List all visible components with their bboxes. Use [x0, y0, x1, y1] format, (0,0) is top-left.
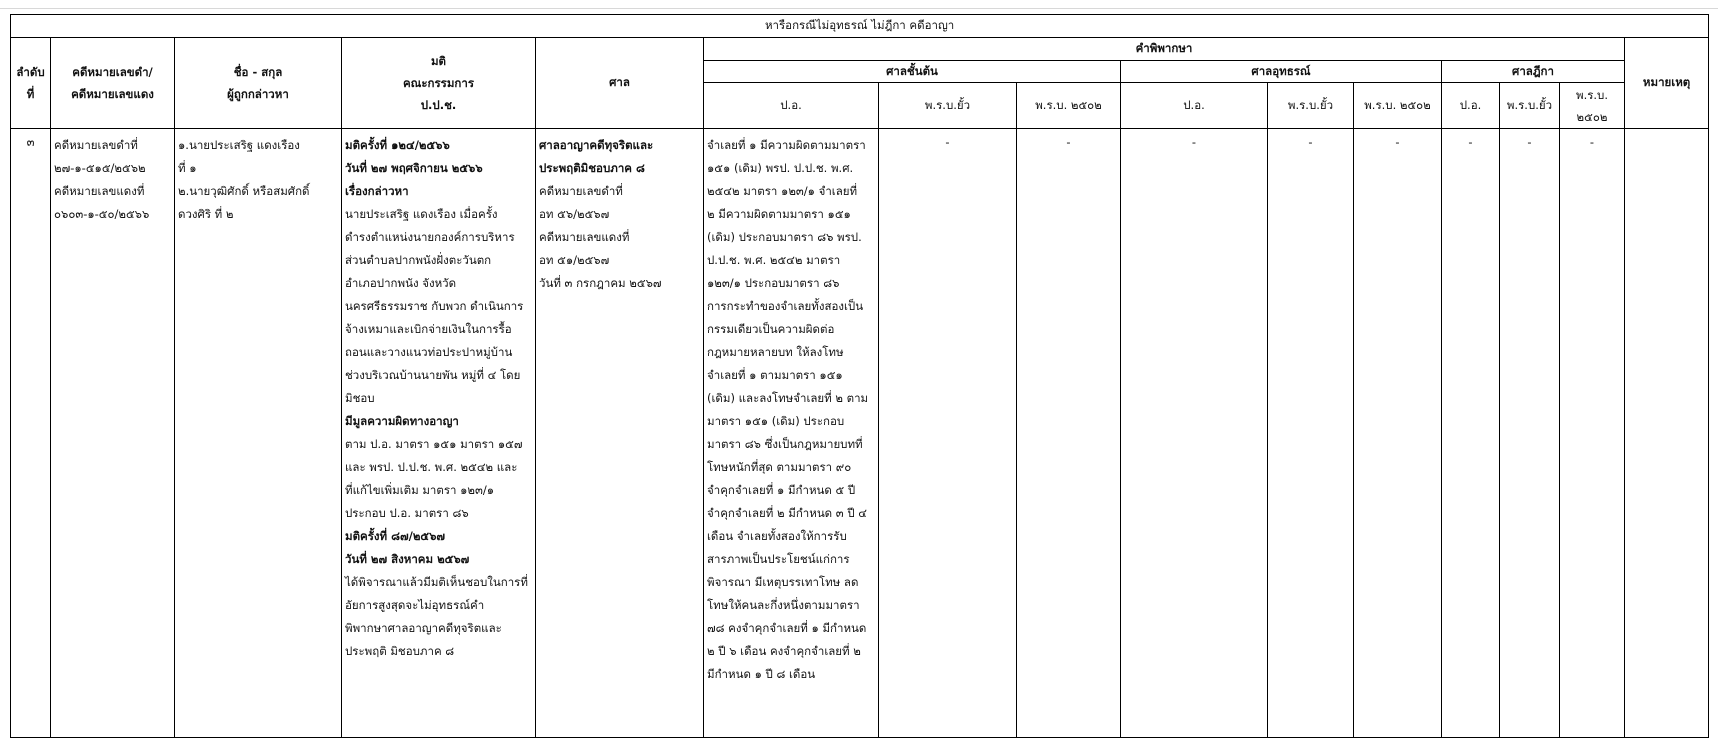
header-no-line-1: ลำดับ [16, 65, 45, 79]
judgment-line: จำเลยที่ ๑ ตามมาตรา ๑๕๑ [707, 368, 843, 382]
header-appeal-prb-yaa: พ.ร.บ.ยั้ว [1268, 83, 1354, 129]
row-appeal-pa: - [1121, 129, 1268, 738]
case-no-line: ๐๖๐๓-๑-๕๐/๒๕๖๖ [54, 207, 150, 221]
resolution-line: ตาม ป.อ. มาตรา ๑๕๑ มาตรา ๑๕๗ [345, 437, 523, 451]
resolution-line: พิพากษาศาลอาญาคดีทุจริตและ [345, 621, 502, 635]
header-case-no-line-1: คดีหมายเลขดำ/ [72, 65, 153, 79]
judgment-line: การกระทำของจำเลยทั้งสองเป็น [707, 299, 864, 313]
resolution-line: ช่วงบริเวณบ้านนายพัน หมู่ที่ ๔ โดย [345, 368, 521, 382]
header-no [11, 38, 51, 129]
judgment-line: พิจารณา มีเหตุบรรเทาโทษ ลด [707, 575, 859, 589]
judgment-line: จำเลยที่ ๑ มีความผิดตามมาตรา [707, 138, 866, 152]
judgment-line: (เดิม) และลงโทษจำเลยที่ ๒ ตาม [707, 391, 869, 405]
row-supreme-prb-2502: - [1560, 129, 1625, 738]
resolution-line: มติครั้งที่ ๘๗/๒๕๖๗ [345, 529, 446, 543]
header-name [175, 38, 342, 129]
resolution-line: ดำรงตำแหน่งนายกองค์การบริหาร [345, 230, 515, 244]
table-title: หารือกรณีไม่อุทธรณ์ ไม่ฎีกา คดีอาญา [11, 15, 1709, 38]
row-appeal-prb-2502: - [1354, 129, 1442, 738]
court-line: คดีหมายเลขดำที่ [539, 184, 623, 198]
case-no-line: ๒๗-๑-๕๑๕/๒๕๖๒ [54, 161, 146, 175]
header-case-no-line-2: คดีหมายเลขแดง [71, 87, 154, 101]
row-first-prb-yaa: - [879, 129, 1017, 738]
header-judgment: คำพิพากษา [704, 38, 1625, 61]
header-resolution-line-2: คณะกรรมการ [402, 76, 475, 90]
header-supreme-prb-2502 [1560, 83, 1625, 129]
table-row [11, 129, 1709, 738]
resolution-line: ถอนและวางแนวท่อประปาหมู่บ้าน [345, 345, 513, 359]
row-court [536, 129, 704, 738]
row-no: ๓ [11, 129, 51, 738]
header-name-line-1: ชื่อ - สกุล [233, 65, 283, 79]
resolution-line: ประพฤติ มิชอบภาค ๘ [345, 644, 455, 658]
resolution-line: จ้างเหมาและเบิกจ่ายเงินในการรื้อ [345, 322, 512, 336]
resolution-line: เรื่องกล่าวหา [345, 184, 409, 198]
judgment-line: ๒ ปี ๖ เดือน คงจำคุกจำเลยที่ ๒ [707, 644, 861, 658]
header-supreme-pa: ป.อ. [1442, 83, 1500, 129]
court-line: ประพฤติมิชอบภาค ๘ [539, 161, 645, 175]
judgment-line: ๑๒๓/๑ ประกอบมาตรา ๘๖ [707, 276, 840, 290]
header-first-prb-yaa: พ.ร.บ.ยั้ว [879, 83, 1017, 129]
header-supreme-prb-yaa: พ.ร.บ.ยั้ว [1500, 83, 1560, 129]
header-resolution [342, 38, 536, 129]
header-appeal-pa: ป.อ. [1121, 83, 1268, 129]
resolution-line: มิชอบ [345, 391, 375, 405]
judgment-line: ป.ป.ช. พ.ศ. ๒๕๔๒ มาตรา [707, 253, 841, 267]
accused-name-line: ๑.นายประเสริฐ แดงเรือง [178, 138, 300, 152]
header-supreme-prb-2502-line-2: ๒๕๐๒ [1576, 109, 1608, 124]
row-appeal-prb-yaa: - [1268, 129, 1354, 738]
judgment-line: จำคุกจำเลยที่ ๒ มีกำหนด ๓ ปี ๔ [707, 506, 867, 520]
header-supreme-prb-2502-line-1: พ.ร.บ. [1575, 87, 1609, 102]
header-resolution-line-3: ป.ป.ช. [420, 98, 457, 112]
row-judgment-first-pa [704, 129, 879, 738]
row-resolution [342, 129, 536, 738]
judgment-line: มีกำหนด ๑ ปี ๘ เดือน [707, 667, 816, 681]
header-first-pa: ป.อ. [704, 83, 879, 129]
judgment-line: จำคุกจำเลยที่ ๑ มีกำหนด ๕ ปี [707, 483, 856, 497]
header-supreme: ศาลฎีกา [1442, 61, 1625, 83]
header-case-no [51, 38, 175, 129]
case-no-line: คดีหมายเลขแดงที่ [54, 184, 145, 198]
header-remark: หมายเหตุ [1625, 38, 1709, 129]
court-line: คดีหมายเลขแดงที่ [539, 230, 630, 244]
resolution-line: ได้พิจารณาแล้วมีมติเห็นชอบในการที่ [345, 575, 528, 589]
header-resolution-line-1: มติ [430, 54, 447, 68]
row-first-prb-2502: - [1017, 129, 1121, 738]
judgment-line: มาตรา ๘๖ ซึ่งเป็นกฎหมายบทที่ [707, 437, 863, 451]
resolution-line: ส่วนตำบลปากพนังฝั่งตะวันตก [345, 253, 492, 267]
resolution-line: วันที่ ๒๗ สิงหาคม ๒๕๖๗ [345, 552, 470, 566]
header-no-line-2: ที่ [26, 87, 35, 101]
case-no-line: คดีหมายเลขดำที่ [54, 138, 138, 152]
court-line: อท ๕๖/๒๕๖๗ [539, 207, 610, 221]
resolution-line: มีมูลความผิดทางอาญา [345, 414, 459, 428]
judgment-line: ๒ มีความผิดตามมาตรา ๑๕๑ [707, 207, 851, 221]
resolution-line: อัยการสูงสุดจะไม่อุทธรณ์คำ [345, 598, 485, 612]
court-line: ศาลอาญาคดีทุจริตและ [539, 138, 654, 152]
resolution-line: นครศรีธรรมราช กับพวก ดำเนินการ [345, 299, 524, 313]
judgment-line: เดือน จำเลยทั้งสองให้การรับ [707, 529, 847, 543]
judgment-line: ๒๕๔๒ มาตรา ๑๒๓/๑ จำเลยที่ [707, 184, 858, 198]
judgment-line: กฎหมายหลายบท ให้ลงโทษ [707, 345, 844, 359]
court-line: วันที่ ๓ กรกฎาคม ๒๕๖๗ [539, 276, 662, 290]
header-appeal-prb-2502: พ.ร.บ. ๒๕๐๒ [1354, 83, 1442, 129]
row-remark [1625, 129, 1709, 738]
row-supreme-pa: - [1442, 129, 1500, 738]
resolution-line: นายประเสริฐ แดงเรือง เมื่อครั้ง [345, 207, 498, 221]
row-supreme-prb-yaa: - [1500, 129, 1560, 738]
row-case-no [51, 129, 175, 738]
header-first-prb-2502: พ.ร.บ. ๒๕๐๒ [1017, 83, 1121, 129]
header-first-instance: ศาลชั้นต้น [704, 61, 1121, 83]
resolution-line: ประกอบ ป.อ. มาตรา ๘๖ [345, 506, 469, 520]
judgment-line: โทษให้คนละกึ่งหนึ่งตามมาตรา [707, 598, 860, 612]
header-appeal: ศาลอุทธรณ์ [1121, 61, 1442, 83]
resolution-line: ที่แก้ไขเพิ่มเติม มาตรา ๑๒๓/๑ [345, 483, 495, 497]
judgment-line: ๑๕๑ (เดิม) พรป. ป.ป.ช. พ.ศ. [707, 161, 854, 175]
judgment-line: มาตรา ๑๕๑ (เดิม) ประกอบ [707, 414, 845, 428]
resolution-line: มติครั้งที่ ๑๒๔/๒๕๖๖ [345, 138, 450, 152]
header-name-line-2: ผู้ถูกกล่าวหา [227, 87, 289, 101]
case-table [10, 14, 1709, 738]
judgment-line: โทษหนักที่สุด ตามมาตรา ๙๐ [707, 460, 852, 474]
judgment-line: กรรมเดียวเป็นความผิดต่อ [707, 322, 835, 336]
accused-name-line: ๒.นายวุฒิศักดิ์ หรือสมศักดิ์ [178, 184, 310, 198]
resolution-line: และ พรป. ป.ป.ช. พ.ศ. ๒๕๔๒ และ [345, 460, 518, 474]
header-court: ศาล [536, 38, 704, 129]
accused-name-line: ดวงศิริ ที่ ๒ [178, 207, 234, 221]
resolution-line: วันที่ ๒๗ พฤศจิกายน ๒๕๖๖ [345, 161, 483, 175]
resolution-line: อำเภอปากพนัง จังหวัด [345, 276, 457, 290]
judgment-line: ๗๘ คงจำคุกจำเลยที่ ๑ มีกำหนด [707, 621, 867, 635]
row-names [175, 129, 342, 738]
accused-name-line: ที่ ๑ [178, 161, 197, 175]
judgment-line: (เดิม) ประกอบมาตรา ๘๖ พรป. [707, 230, 862, 244]
judgment-line: สารภาพเป็นประโยชน์แก่การ [707, 552, 850, 566]
court-line: อท ๕๑/๒๕๖๗ [539, 253, 610, 267]
page-top-rule [0, 8, 1718, 9]
